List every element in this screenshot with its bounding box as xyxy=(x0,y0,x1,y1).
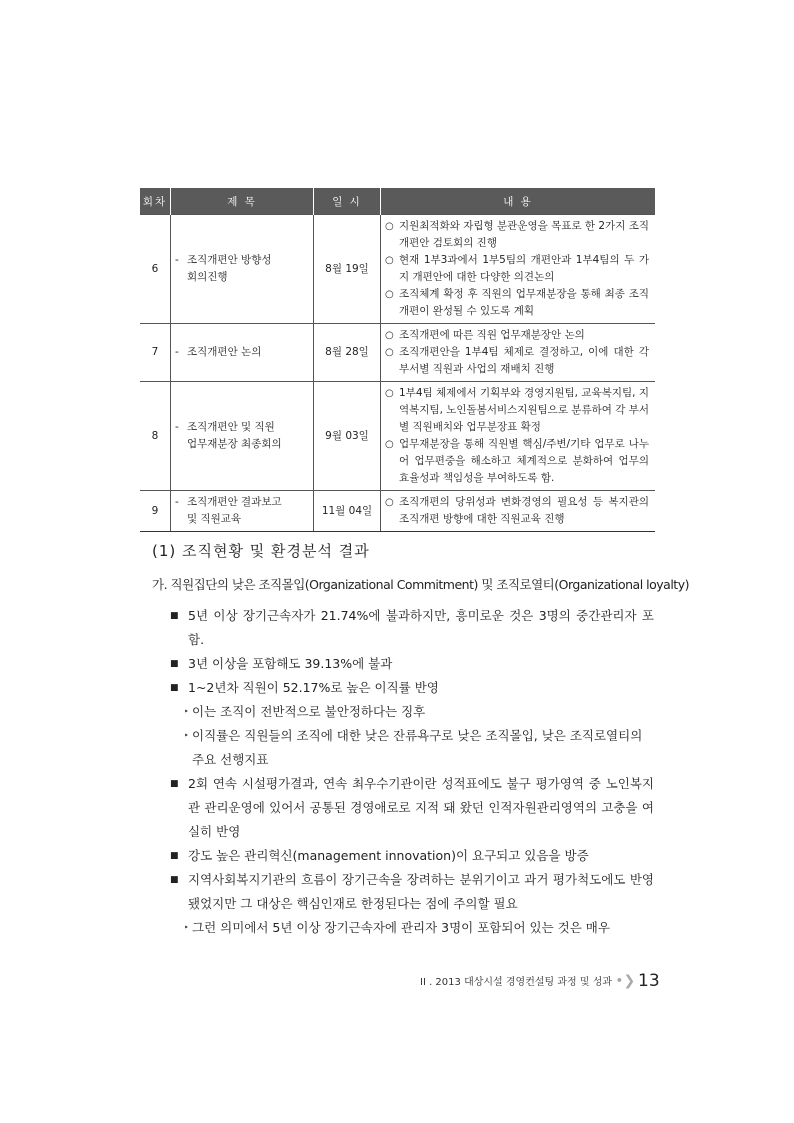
content-cell: ○ 지원최적화와 자립형 분관운영을 목표로 한 2가지 조직개편안 검토회의 진행 ○ 현재 1부3과에서 1부5팀의 개편안과 1부4팀의 두 가지 개편안에 대한 다양한 의견논의 ○ 조직체계 확정 후 직원의 업무재분장을 통해 최종 조직개편이 완성될 수 있도록 계획 xyxy=(381,215,656,324)
arrow-bullet-icon: ‣ xyxy=(184,707,189,716)
content-cell: ○ 조직개편에 따른 직원 업무재분장안 논의 ○ 조직개편안을 1부4팀 체제로 결정하고, 이에 대한 각 부서별 직원과 사업의 재배치 진행 xyxy=(381,324,656,382)
date-cell: 11월 04일 xyxy=(314,491,381,532)
header-date: 일 시 xyxy=(314,188,381,215)
footer-text: II . 2013 대상시설 경영컨설팅 과정 및 성과 xyxy=(420,977,613,988)
sub-list-item: ‣ 이직률은 직원들의 조직에 대한 낮은 잔류욕구로 낮은 조직몰입, 낮은 조직로열티의 주요 선행지표 xyxy=(170,724,654,772)
date-cell: 8월 28일 xyxy=(314,324,381,382)
subheading: 가. 직원집단의 낮은 조직몰입(Organizational Commitment) 및 조직로열티(Organizational loyalty) xyxy=(152,577,689,592)
section-heading: (1) 조직현황 및 환경분석 결과 xyxy=(152,542,370,560)
content-cell: ○ 1부4팀 체제에서 기획부와 경영지원팀, 교육복지팀, 지역복지팀, 노인돌봄서비스지원팀으로 분류하여 각 부서별 직원배치와 업무분장표 확정 ○ 업무재분장을 통해 직원별 핵심/주변/기타 업무로 나누어 업무편중을 해소하고 체계적으로 분화하여 업무의 효율성과 책임성을 부여하도록 함. xyxy=(381,382,656,491)
arrow-bullet-icon: ‣ xyxy=(184,731,189,740)
list-item: ■ 강도 높은 관리혁신(management innovation)이 요구되고 있음을 방증 xyxy=(170,844,654,868)
title-cell: - 조직개편안 결과보고 및 직원교육 xyxy=(171,491,314,532)
content-cell: ○ 조직개편의 당위성과 변화경영의 필요성 등 복지관의 조직개편 방향에 대한 직원교육 진행 xyxy=(381,491,656,532)
title-cell: - 조직개편안 논의 xyxy=(171,324,314,382)
page-footer xyxy=(420,973,635,989)
date-cell: 9월 03일 xyxy=(314,382,381,491)
title-cell: - 조직개편안 방향성 회의진행 xyxy=(171,215,314,324)
title-cell: - 조직개편안 및 직원 업무재분장 최종회의 xyxy=(171,382,314,491)
square-bullet-icon: ■ xyxy=(170,875,179,885)
table-header-row xyxy=(140,188,655,215)
date-cell: 8월 19일 xyxy=(314,215,381,324)
square-bullet-icon: ■ xyxy=(170,683,179,693)
chevron-right-icon: •❯ xyxy=(615,973,636,989)
square-bullet-icon: ■ xyxy=(170,851,179,861)
table-row xyxy=(140,215,655,324)
list-item: ■ 3년 이상을 포함해도 39.13%에 불과 xyxy=(170,652,654,676)
header-content: 내 용 xyxy=(381,188,656,215)
list-item: ■ 지역사회복지기관의 흐름이 장기근속을 장려하는 분위기이고 과거 평가척도에도 반영됐었지만 그 대상은 핵심인재로 한정된다는 점에 주의할 필요 xyxy=(170,868,654,916)
meeting-schedule-table xyxy=(140,188,655,532)
list-item: ■ 1~2년차 직원이 52.17%로 높은 이직률 반영 xyxy=(170,676,654,700)
round-cell: 7 xyxy=(140,324,171,382)
round-cell: 6 xyxy=(140,215,171,324)
table-row xyxy=(140,382,655,491)
round-cell: 9 xyxy=(140,491,171,532)
list-item: ■ 5년 이상 장기근속자가 21.74%에 불과하지만, 흥미로운 것은 3명의 중간관리자 포함. xyxy=(170,604,654,652)
table-row xyxy=(140,324,655,382)
round-cell: 8 xyxy=(140,382,171,491)
arrow-bullet-icon: ‣ xyxy=(184,923,189,932)
page-number: 13 xyxy=(638,971,660,991)
bullet-list xyxy=(170,604,654,940)
header-title: 제 목 xyxy=(171,188,314,215)
sub-list-item: ‣ 그런 의미에서 5년 이상 장기근속자에 관리자 3명이 포함되어 있는 것은 매우 xyxy=(170,916,654,940)
square-bullet-icon: ■ xyxy=(170,611,179,621)
sub-list-item: ‣ 이는 조직이 전반적으로 불안정하다는 징후 xyxy=(170,700,654,724)
list-item: ■ 2회 연속 시설평가결과, 연속 최우수기관이란 성적표에도 불구 평가영역 중 노인복지관 관리운영에 있어서 공통된 경영애로로 지적 돼 왔던 인적자원관리영역의 고충을 여실히 반영 xyxy=(170,772,654,844)
table-row xyxy=(140,491,655,532)
square-bullet-icon: ■ xyxy=(170,779,179,789)
square-bullet-icon: ■ xyxy=(170,659,179,669)
header-round: 회차 xyxy=(140,188,171,215)
